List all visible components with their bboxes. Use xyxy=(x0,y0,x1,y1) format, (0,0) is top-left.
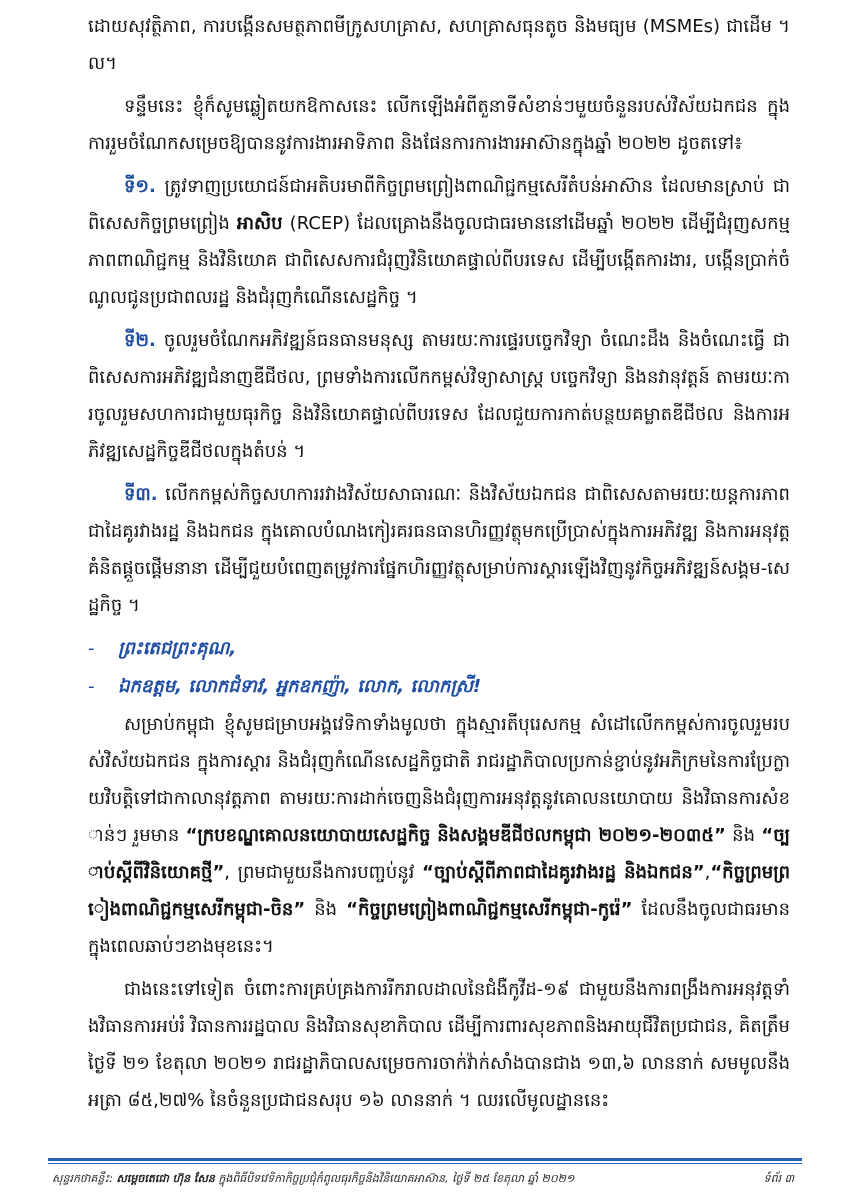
policy-title: “ច្បាប់ស្តីពីវិនិយោគថ្មី” xyxy=(88,825,790,883)
paragraph-point-1 xyxy=(88,168,790,316)
paragraph-text: (RCEP) ដែលគ្រោងនឹងចូលជាធរមាននៅដើមឆ្នាំ ២០២២ ដើម្បីជំរុញសកម្មភាពពាណិជ្ជកម្ម និងវិនិយោគ ជាពិសេសការជំរុញវិនិយោគផ្ទាល់ពីបរទេស ដើម្បីបង្កើតការងារ, បង្កើនប្រាក់ចំណូលជូនប្រជាពលរដ្ឋ និងជំរុញកំណើនសេដ្ឋកិច្ច ។ xyxy=(88,213,790,308)
footer-caption xyxy=(52,1170,692,1188)
paragraph-text: ជាងនេះទៅទៀត ចំពោះការគ្រប់គ្រងការរីករាលដាលនៃជំងឺកូវីដ-១៩ ជាមួយនឹងការពង្រឹងការអនុវត្តទាំងវិធានការអប់រំ វិធានការរដ្ឋបាល និងវិធានសុខាភិបាល ដើម្បីការពារសុខភាពនិងអាយុជីវិតប្រជាជន, គិតត្រឹមថ្ងៃទី ២១ ខែតុលា ២០២១ រាជរដ្ឋាភិបាលសម្រេចការចាក់វ៉ាក់សាំងបានជាង ១៣,៦ លាននាក់ សមមូលនឹងអត្រា ៨៥,២៧% នៃចំនួនប្រជាជនសរុប ១៦ លាននាក់ ។ ឈរលើមូលដ្ឋាននេះ xyxy=(88,979,790,1111)
paragraph-continuation xyxy=(88,8,790,82)
paragraph-text: , ព្រមជាមួយនឹងការបញ្ចប់នូវ xyxy=(224,862,422,883)
paragraph-text: ដែលនឹងចូលជាធរមាន ក្នុងពេលឆាប់ៗខាងមុខនេះ។ xyxy=(88,899,790,957)
paragraph-text: សម្រាប់កម្ពុជា ខ្ញុំសូមជម្រាបអង្គវេទិកាទាំងមូលថា ក្នុងស្មារតីបុរេសកម្ម សំដៅលើកកម្ពស់ការចូលរួមរបស់វិស័យឯកជន ក្នុងការស្តារ និងជំរុញកំណើនសេដ្ឋកិច្ចជាតិ រាជរដ្ឋាភិបាលប្រកាន់ខ្ជាប់នូវអភិក្រមនៃការប្រែក្លាយវិបត្តិទៅជាកាលានុវត្តភាព តាមរយៈការដាក់ចេញនិងជំរុញការអនុវត្តនូវគោលនយោបាយ និងវិធានការសំខាន់ៗ រួមមាន xyxy=(88,714,790,846)
page-number: ទំព័រ ៣ xyxy=(763,1172,794,1185)
policy-title: “ក្របខណ្ឌគោលនយោបាយសេដ្ឋកិច្ច និងសង្គមឌីជីថលកម្ពុជា ២០២១-២០៣៥” xyxy=(185,825,726,846)
policy-title: “កិច្ចព្រមព្រៀងពាណិជ្ជកម្មសេរីកម្ពុជា-ចិន” xyxy=(88,862,790,920)
paragraph-text: ដោយសុវត្ថិភាព, ការបង្កើនសមត្ថភាពមីក្រូសហគ្រាស, សហគ្រាសធុនតូច និងមធ្យម (MSMEs) ជាដើម ។ល។ xyxy=(88,16,790,74)
footer-divider-thin xyxy=(48,1163,802,1164)
footer-divider xyxy=(48,1158,802,1161)
document-page xyxy=(88,8,790,1138)
footer-speaker: សម្តេចតេជោ ហ៊ុន សែន xyxy=(116,1172,215,1185)
salutation-text: ព្រះតេជព្រះគុណ, xyxy=(118,638,237,659)
paragraph-cambodia-policies xyxy=(88,706,790,965)
policy-title: “កិច្ចព្រមព្រៀងពាណិជ្ជកម្មសេរីកម្ពុជា-កូរ៉េ” xyxy=(346,899,633,920)
footer-description: ក្នុងពិធីបិទវេទិកាកិច្ចប្រជុំកំពូលធុរកិច្ចនិងវិនិយោគអាស៊ាន, ថ្ងៃទី ២៥ ខែតុលា ឆ្នាំ ២០២១ xyxy=(218,1172,575,1185)
paragraph-text: និង xyxy=(725,825,762,846)
policy-title: “ច្បាប់ស្តីពីភាពជាដៃគូរវាងរដ្ឋ និងឯកជន” xyxy=(422,862,705,883)
paragraph-text: ចូលរួមចំណែកអភិវឌ្ឍន៍ធនធានមនុស្ស តាមរយៈការផ្ទេរបច្ចេកវិទ្យា ចំណេះដឹង និងចំណេះធ្វើ ជាពិសេសការអភិវឌ្ឍជំនាញឌីជីថល, ព្រមទាំងការលើកកម្ពស់វិទ្យាសាស្ត្រ បច្ចេកវិទ្យា និងនវានុវត្តន៍ តាមរយៈការចូលរួមសហការជាមួយធុរកិច្ច និងវិនិយោគផ្ទាល់ពីបរទេស ដែលជួយការកាត់បន្ថយគម្លាតឌីជីថល និងការអភិវឌ្ឍសេដ្ឋកិច្ចឌីជីថលក្នុងតំបន់ ។ xyxy=(88,330,790,462)
paragraph-text: លើកកម្ពស់កិច្ចសហការរវាងវិស័យសាធារណៈ និងវិស័យឯកជន ជាពិសេសតាមរយៈយន្តការភាពជាដៃគូរវាងរដ្ឋ និងឯកជន ក្នុងគោលបំណងកៀរគរធនធានហិរញ្ញវត្ថុមកប្រើប្រាស់ក្នុងការអភិវឌ្ឍ និងការអនុវត្តគំនិតផ្តួចផ្តើមនានា ដើម្បីជួយបំពេញតម្រូវការផ្នែកហិរញ្ញវត្ថុសម្រាប់ការស្តារឡើងវិញនូវកិច្ចអភិវឌ្ឍន៍សង្គម-សេដ្ឋកិច្ច ។ xyxy=(88,484,790,616)
salutation-line xyxy=(88,668,790,706)
point-number: ទី៣. xyxy=(124,484,158,505)
rcep-term: អាសិប xyxy=(236,213,283,234)
point-number: ទី២. xyxy=(124,330,156,351)
salutation-text: ឯកឧត្តម, លោកជំទាវ, អ្នកឧកញ៉ា, លោក, លោកស្រី! xyxy=(118,676,482,697)
dash-marker: - xyxy=(88,638,95,659)
salutation-line xyxy=(88,630,790,668)
footer-label: សុន្ទរកថាគន្លឹះ: xyxy=(52,1172,113,1185)
paragraph-text: ទន្ទឹមនេះ ខ្ញុំក៏សូមឆ្លៀតយកឱកាសនេះ លើកឡើងអំពីតួនាទីសំខាន់ៗមួយចំនួនរបស់វិស័យឯកជន ក្នុងការរួមចំណែកសម្រេចឱ្យបាននូវការងារអាទិភាព និងផែនការការងារអាស៊ានក្នុងឆ្នាំ ២០២២ ដូចតទៅ៖ xyxy=(88,96,790,154)
paragraph-intro-priorities xyxy=(88,88,790,162)
paragraph-point-3 xyxy=(88,476,790,624)
dash-marker: - xyxy=(88,676,95,697)
paragraph-text: ត្រូវទាញប្រយោជន៍ជាអតិបរមាពីកិច្ចព្រមព្រៀងពាណិជ្ជកម្មសេរីតំបន់អាស៊ាន ដែលមានស្រាប់ ជាពិសេសកិច្ចព្រមព្រៀង xyxy=(88,176,790,234)
paragraph-text: និង xyxy=(305,899,347,920)
paragraph-text: , xyxy=(704,862,711,883)
paragraph-point-2 xyxy=(88,322,790,470)
point-number: ទី១. xyxy=(124,176,156,197)
paragraph-covid xyxy=(88,971,790,1119)
